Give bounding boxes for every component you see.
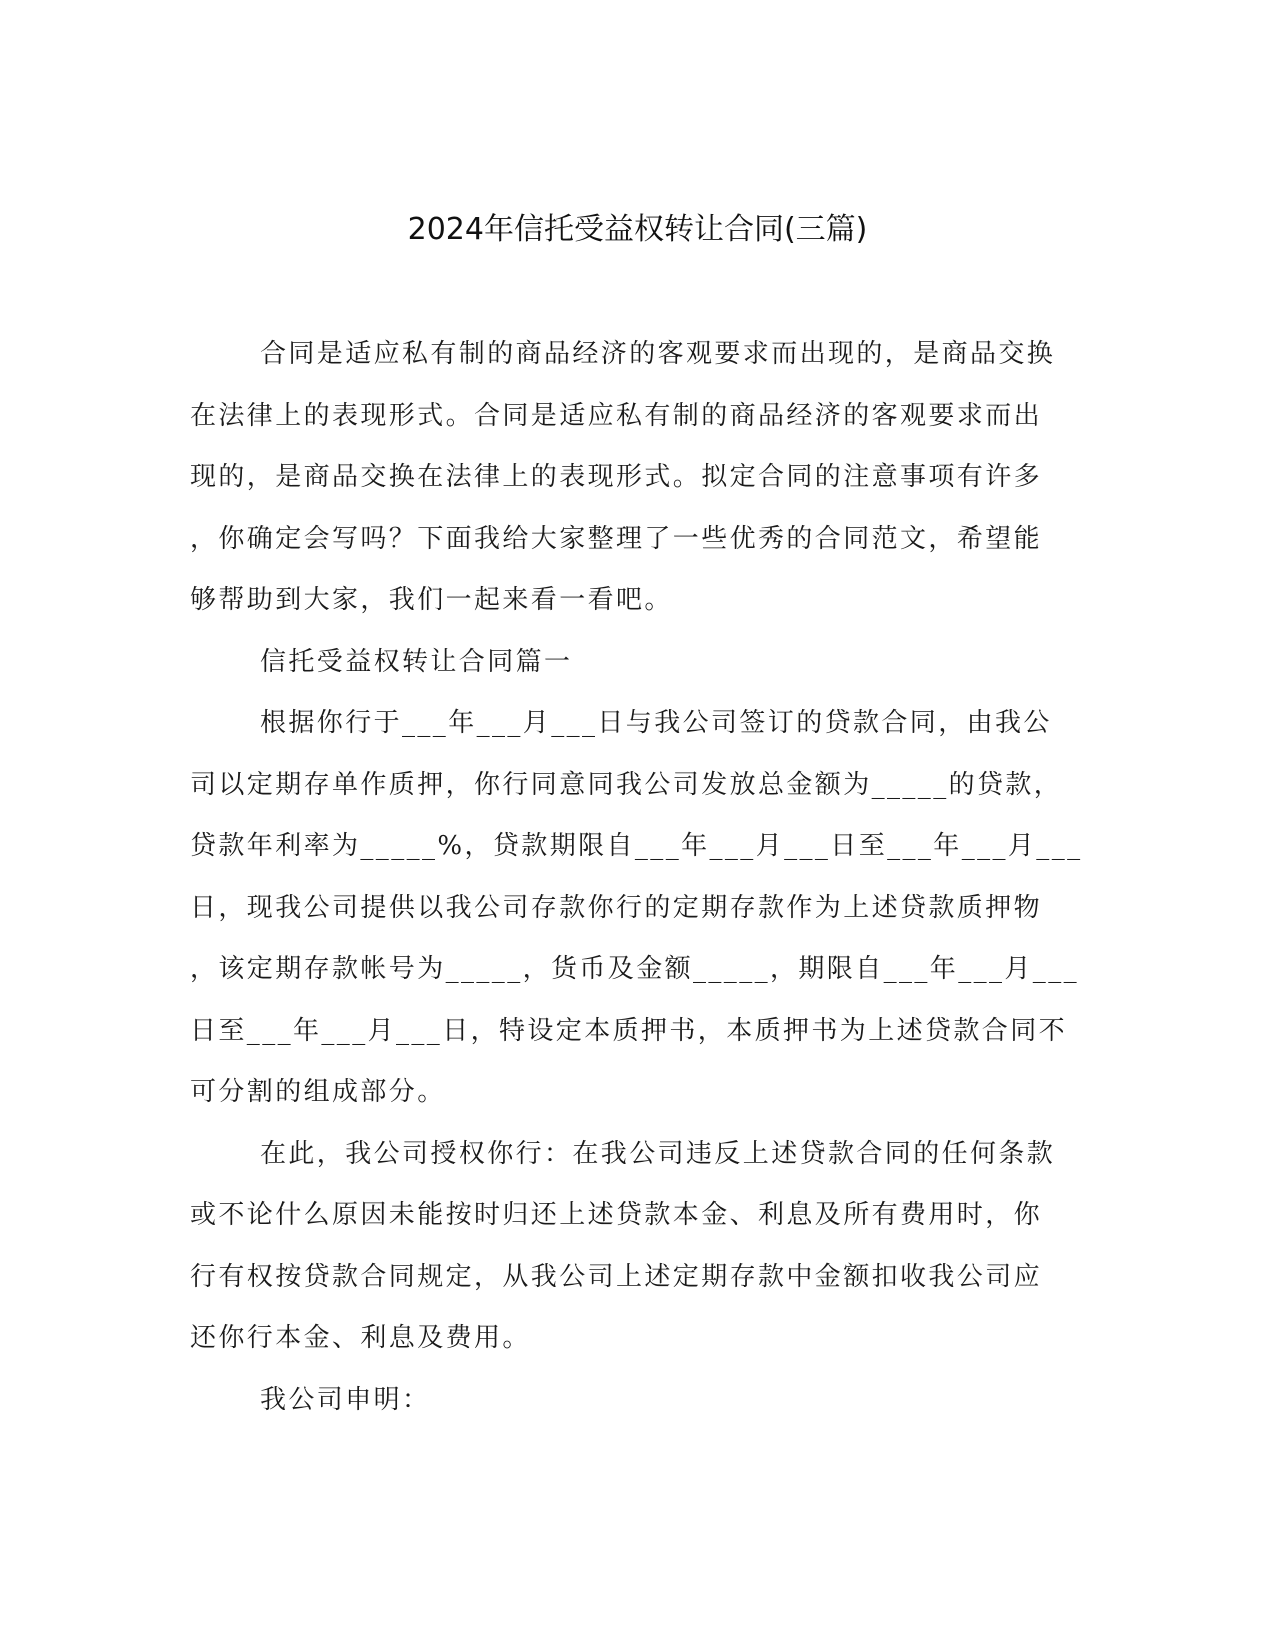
paragraph-line: ，该定期存款帐号为_____，货币及金额_____，期限自___年___月___ bbox=[190, 954, 1080, 984]
paragraph-line: 日，现我公司提供以我公司存款你行的定期存款作为上述贷款质押物 bbox=[190, 892, 1043, 923]
document-body bbox=[190, 324, 1083, 1431]
paragraph-line: 现的，是商品交换在法律上的表现形式。拟定合同的注意事项有许多 bbox=[190, 462, 1043, 492]
paragraph-line: 日至___年___月___日，特设定本质押书，本质押书为上述贷款合同不 bbox=[190, 1015, 1068, 1046]
paragraph-line: 够帮助到大家，我们一起来看一看吧。 bbox=[190, 585, 673, 615]
paragraph-line: ，你确定会写吗？下面我给大家整理了一些优秀的合同范文，希望能 bbox=[190, 523, 1043, 554]
paragraph-line: 行有权按贷款合同规定，从我公司上述定期存款中金额扣收我公司应 bbox=[190, 1261, 1043, 1292]
paragraph-line: 或不论什么原因未能按时归还上述贷款本金、利息及所有费用时，你 bbox=[190, 1200, 1043, 1230]
paragraph-line: 我公司申明： bbox=[260, 1384, 431, 1415]
paragraph-line: 司以定期存单作质押，你行同意同我公司发放总金额为_____的贷款， bbox=[190, 769, 1063, 800]
paragraph-line: 可分割的组成部分。 bbox=[190, 1077, 446, 1107]
paragraph-line: 在法律上的表现形式。合同是适应私有制的商品经济的客观要求而出 bbox=[190, 400, 1043, 431]
section-heading: 信托受益权转让合同篇一 bbox=[260, 646, 573, 677]
paragraph-line: 根据你行于___年___月___日与我公司签订的贷款合同，由我公 bbox=[260, 708, 1052, 738]
document-title: 2024年信托受益权转让合同(三篇) bbox=[407, 212, 868, 247]
paragraph-line: 合同是适应私有制的商品经济的客观要求而出现的，是商品交换 bbox=[260, 339, 1056, 369]
paragraph-line: 在此，我公司授权你行：在我公司违反上述贷款合同的任何条款 bbox=[260, 1138, 1056, 1169]
paragraph-line: 还你行本金、利息及费用。 bbox=[190, 1323, 531, 1353]
paragraph-line: 贷款年利率为_____%，贷款期限自___年___月___日至___年___月___ bbox=[190, 831, 1083, 861]
